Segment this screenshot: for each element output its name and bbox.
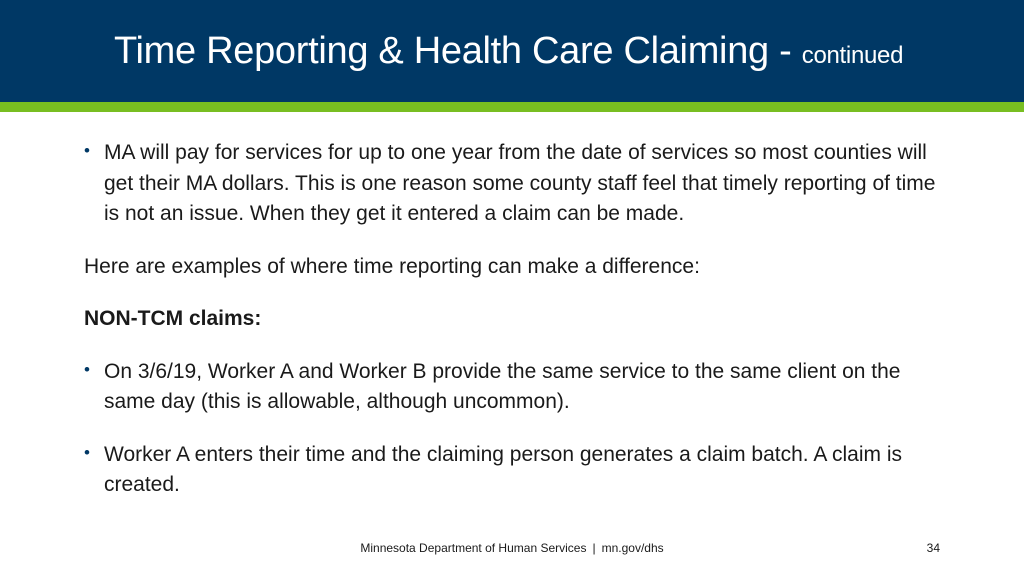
slide-header xyxy=(0,0,1024,102)
bullet-text: On 3/6/19, Worker A and Worker B provide the same service to the same client on the same day (this is allowable, although uncommon). xyxy=(104,359,901,413)
bullet-item-ma-payment xyxy=(84,138,944,230)
slide-body xyxy=(84,138,944,501)
examples-intro: Here are examples of where time reporting can make a difference: xyxy=(84,254,700,278)
slide-title-main: Time Reporting & Health Care Claiming - xyxy=(114,30,802,72)
slide-title xyxy=(114,30,903,73)
slide-footer xyxy=(0,541,1024,555)
bullet-text: Worker A enters their time and the claiming person generates a claim batch. A claim is created. xyxy=(104,442,902,496)
footer-url: mn.gov/dhs xyxy=(601,541,664,555)
slide-title-suffix: continued xyxy=(801,42,904,69)
bullet-icon: • xyxy=(84,442,90,462)
footer-separator: | xyxy=(592,541,596,555)
bullet-item-workers-same-service xyxy=(84,357,944,418)
bullet-icon: • xyxy=(84,359,90,379)
header-accent-bar xyxy=(0,102,1024,112)
bullet-text: MA will pay for services for up to one year from the date of services so most counties will get their MA dollars. This is one reason some county staff feel that timely reporting of time is not an issue. When they get it entered a claim can be made. xyxy=(104,141,936,225)
page-number: 34 xyxy=(926,541,940,555)
bullet-icon: • xyxy=(84,141,90,160)
footer-org: Minnesota Department of Human Services xyxy=(360,541,587,555)
section-heading: NON-TCM claims: xyxy=(84,307,262,330)
bullet-item-worker-a-claim xyxy=(84,440,944,501)
